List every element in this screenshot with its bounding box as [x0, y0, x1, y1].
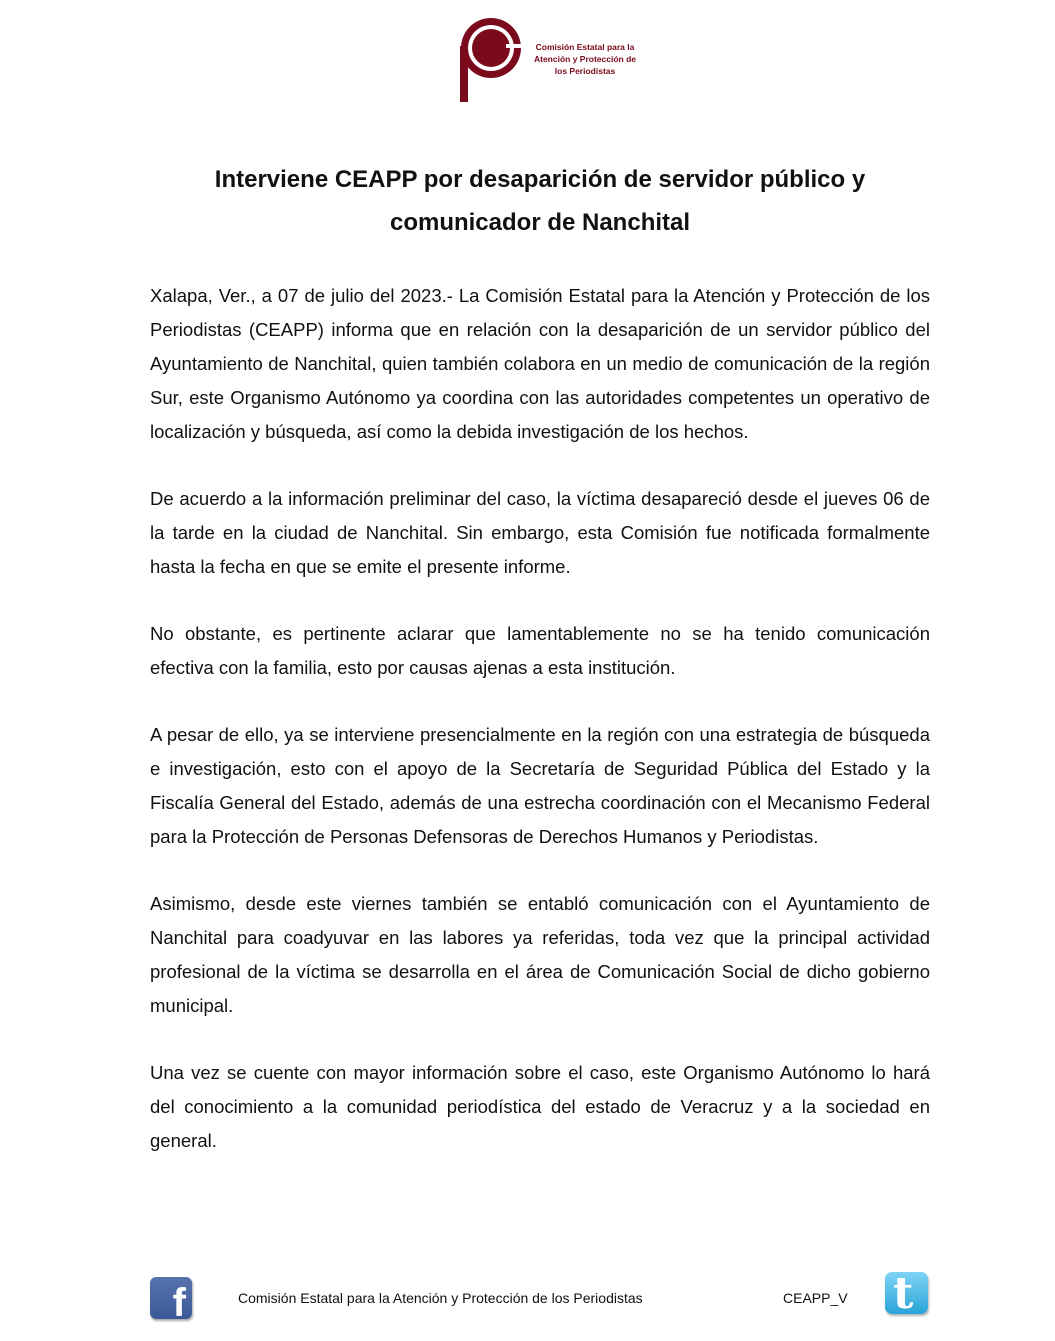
document-title: [130, 158, 950, 244]
title-line-2: comunicador de Nanchital: [389, 209, 691, 236]
footer-organization: Comisión Estatal para la Atención y Protección de los Periodistas: [238, 1290, 643, 1306]
twitter-icon[interactable]: [885, 1272, 928, 1314]
ceapp-logo-icon: [458, 16, 530, 104]
paragraph-2: De acuerdo a la información preliminar del caso, la víctima desapareció desde el jueves 06 de la tarde en la ciudad de Nanchital. Sin embargo, esta Comisión fue notificada formalmente hasta la fecha en que se emite el presente informe.: [150, 488, 930, 577]
paragraph-5: Asimismo, desde este viernes también se entabló comunicación con el Ayuntamiento de Nanchital para coadyuvar en las labores ya referidas, toda vez que la principal actividad profesional de la víctima se desarrolla en el área de Comunicación Social de dicho gobierno municipal.: [150, 893, 930, 1016]
paragraph-4: A pesar de ello, ya se interviene presencialmente en la región con una estrategia de búsqueda e investigación, esto con el apoyo de la Secretaría de Seguridad Pública del Estado y la Fiscalía General del Estado, además de una estrecha coordinación con el Mecanismo Federal para la Protección de Personas Defensoras de Derechos Humanos y Periodistas.: [150, 724, 930, 847]
paragraph-6: Una vez se cuente con mayor información sobre el caso, este Organismo Autónomo lo hará del conocimiento a la comunidad periodística del estado de Veracruz y a la sociedad en general.: [150, 1062, 930, 1151]
footer-handle: CEAPP_V: [783, 1290, 848, 1306]
twitter-glyph: t: [893, 1272, 914, 1314]
logo-line-1: Comisión Estatal para la: [535, 42, 635, 52]
logo-text: [530, 41, 640, 77]
facebook-glyph: f: [172, 1281, 186, 1319]
ceapp-logo: [458, 16, 638, 104]
logo-line-2: Atención y Protección de: [533, 54, 637, 64]
title-line-1: Interviene CEAPP por desaparición de servidor público y: [214, 166, 866, 193]
paragraph-1: Xalapa, Ver., a 07 de julio del 2023.- La Comisión Estatal para la Atención y Protección de los Periodistas (CEAPP) informa que en relación con la desaparición de un servidor público del Ayuntamiento de Nanchital, quien también colabora en un medio de comunicación de la región Sur, este Organismo Autónomo ya coordina con las autoridades competentes un operativo de localización y búsqueda, así como la debida investigación de los hechos.: [150, 285, 930, 442]
paragraph-3: No obstante, es pertinente aclarar que lamentablemente no se ha tenido comunicación efectiva con la familia, esto por causas ajenas a esta institución.: [150, 623, 930, 678]
facebook-icon[interactable]: [150, 1277, 192, 1319]
page-footer: [0, 1272, 1055, 1322]
document-body: [150, 279, 930, 1191]
logo-line-3: los Periodistas: [554, 66, 616, 76]
